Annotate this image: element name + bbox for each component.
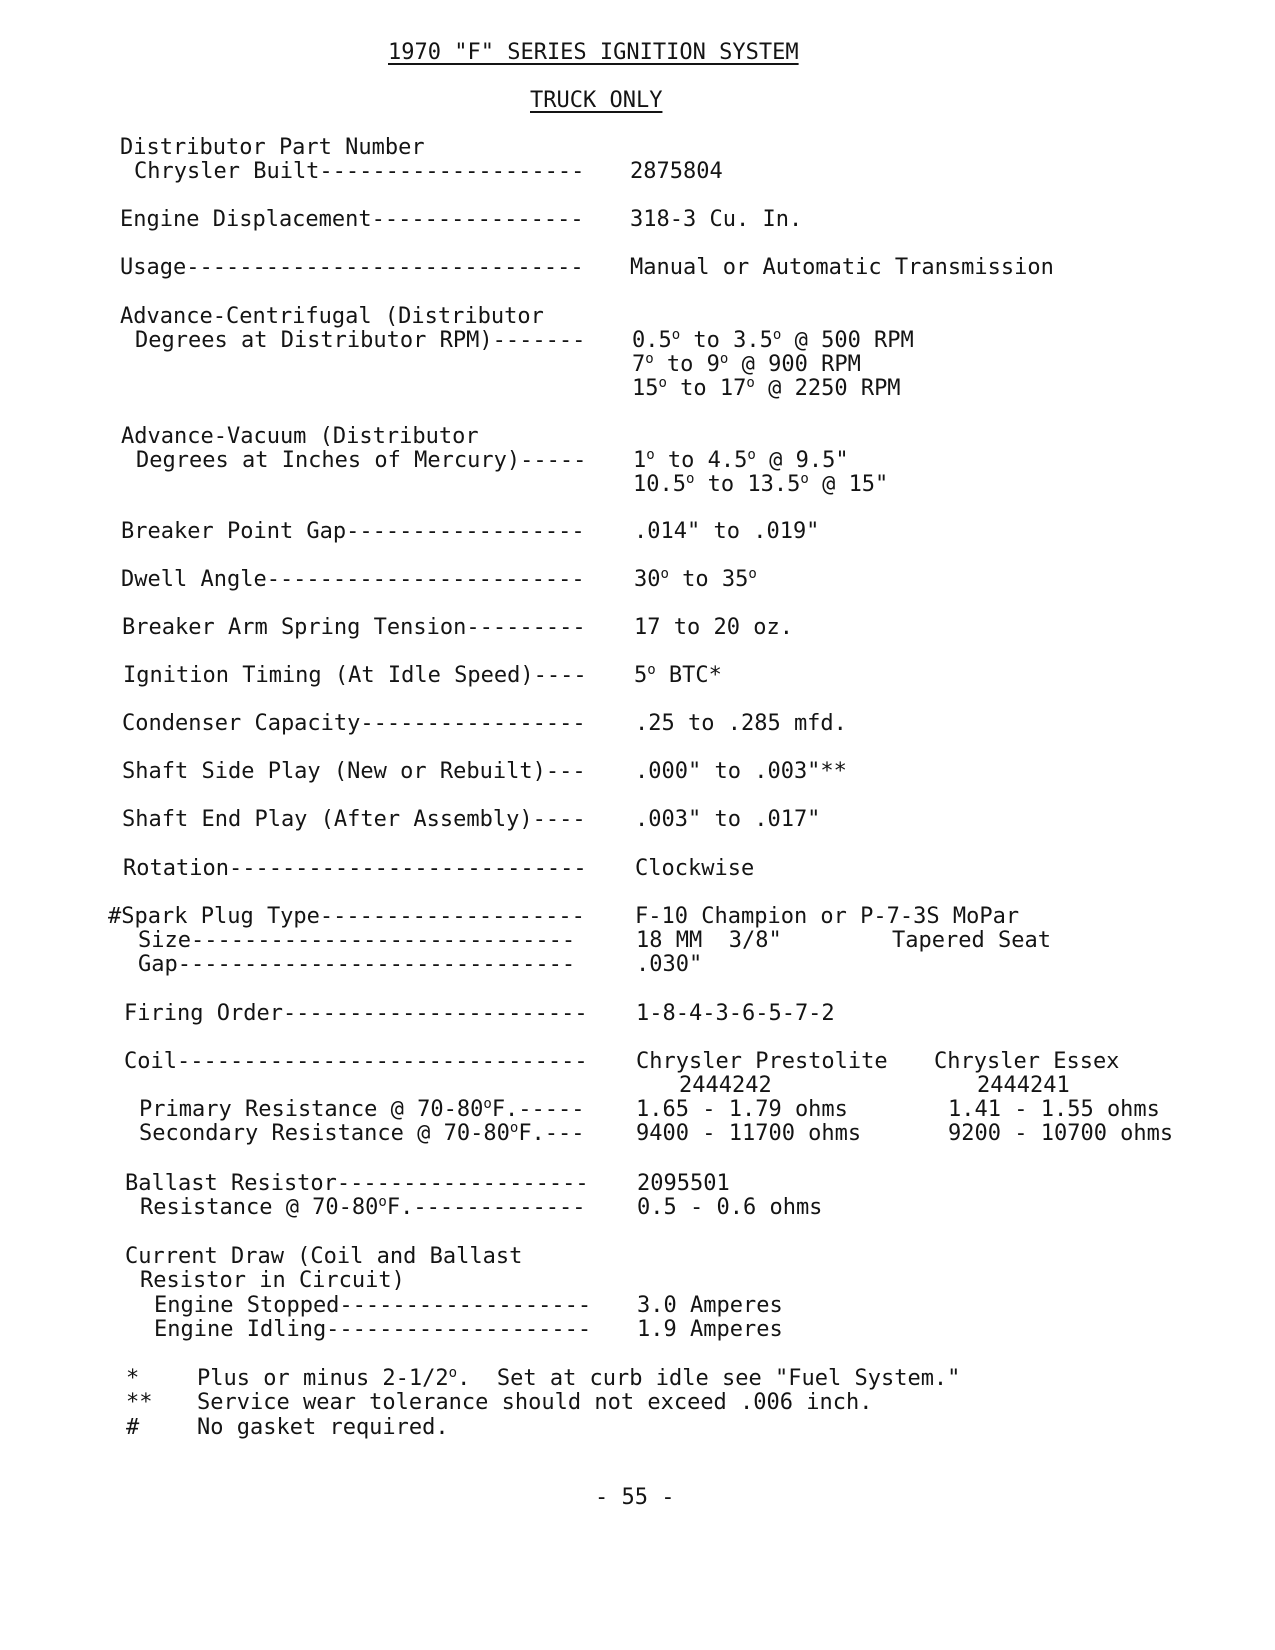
shaft-side-play-label: Shaft Side Play (New or Rebuilt)--- — [122, 759, 586, 784]
shaft-end-play-value: .003" to .017" — [635, 807, 821, 832]
footnote-text-1: Plus or minus 2-1/2$^o$. Set at curb idle see "Fuel System." — [197, 1365, 961, 1391]
ignition-timing-value: 5$^o$ BTC* — [634, 662, 722, 688]
primary-resistance-label: Primary Resistance @ 70-80$^o$F.----- — [139, 1096, 585, 1122]
advance-centrifugal-label: Advance-Centrifugal (Distributor — [120, 304, 544, 329]
condenser-value: .25 to .285 mfd. — [635, 711, 847, 736]
primary-resistance-prestolite: 1.65 - 1.79 ohms — [636, 1097, 848, 1122]
spark-plug-size-label: Size----------------------------- — [138, 928, 576, 953]
footnote-text-2: Service wear tolerance should not exceed .006 inch. — [197, 1390, 873, 1415]
dwell-angle-label: Dwell Angle------------------------ — [121, 567, 585, 592]
coil-prestolite-part: 2444242 — [679, 1073, 772, 1098]
spark-plug-seat: Tapered Seat — [892, 928, 1051, 953]
engine-displacement-value: 318-3 Cu. In. — [630, 207, 803, 232]
footnote-mark-1: * — [126, 1366, 140, 1391]
breaker-arm-value: 17 to 20 oz. — [634, 615, 793, 640]
spark-plug-value: F-10 Champion or P-7-3S MoPar — [635, 904, 1020, 929]
advance-centrifugal-value-3: 15$^o$ to 17$^o$ @ 2250 RPM — [632, 375, 901, 401]
secondary-resistance-prestolite: 9400 - 11700 ohms — [636, 1121, 862, 1146]
usage-value: Manual or Automatic Transmission — [630, 255, 1054, 280]
shaft-end-play-label: Shaft End Play (After Assembly)---- — [122, 807, 586, 832]
dwell-angle-value: 30$^o$ to 35$^o$ — [634, 566, 757, 592]
ballast-resistor-value: 2095501 — [637, 1171, 730, 1196]
footnote-text-3: No gasket required. — [197, 1415, 449, 1440]
current-draw-label-cont: Resistor in Circuit) — [140, 1268, 405, 1293]
engine-idling-value: 1.9 Amperes — [637, 1317, 783, 1342]
primary-resistance-essex: 1.41 - 1.55 ohms — [948, 1097, 1160, 1122]
advance-centrifugal-value-2: 7$^o$ to 9$^o$ @ 900 RPM — [632, 351, 861, 377]
ballast-resistance-label: Resistance @ 70-80$^o$F.------------- — [140, 1194, 586, 1220]
page-number: - 55 - — [595, 1485, 675, 1510]
advance-vacuum-value-2: 10.5$^o$ to 13.5$^o$ @ 15" — [633, 471, 889, 497]
breaker-point-gap-label: Breaker Point Gap------------------ — [121, 519, 585, 544]
page-title: 1970 "F" SERIES IGNITION SYSTEM — [388, 40, 799, 65]
advance-centrifugal-value-1: 0.5$^o$ to 3.5$^o$ @ 500 RPM — [632, 327, 914, 353]
advance-vacuum-value-1: 1$^o$ to 4.5$^o$ @ 9.5" — [633, 447, 849, 473]
distributor-part-value: 2875804 — [630, 159, 723, 184]
coil-essex-name: Chrysler Essex — [934, 1049, 1120, 1074]
spark-plug-gap-label: Gap------------------------------ — [138, 952, 576, 977]
engine-displacement-label: Engine Displacement---------------- — [120, 207, 584, 232]
advance-centrifugal-label-cont: Degrees at Distributor RPM)------- — [135, 328, 586, 353]
coil-essex-part: 2444241 — [977, 1073, 1070, 1098]
ballast-resistance-value: 0.5 - 0.6 ohms — [637, 1195, 823, 1220]
secondary-resistance-label: Secondary Resistance @ 70-80$^o$F.--- — [139, 1120, 585, 1146]
advance-vacuum-label-cont: Degrees at Inches of Mercury)----- — [136, 448, 587, 473]
firing-order-value: 1-8-4-3-6-5-7-2 — [636, 1001, 835, 1026]
coil-prestolite-name: Chrysler Prestolite — [636, 1049, 888, 1074]
breaker-arm-label: Breaker Arm Spring Tension--------- — [122, 615, 586, 640]
firing-order-label: Firing Order----------------------- — [124, 1001, 588, 1026]
page-subtitle: TRUCK ONLY — [530, 88, 663, 113]
engine-stopped-value: 3.0 Amperes — [637, 1293, 783, 1318]
distributor-part-label-cont: Chrysler Built-------------------- — [134, 159, 585, 184]
engine-stopped-label: Engine Stopped------------------- — [154, 1293, 592, 1318]
footnote-mark-2: ** — [126, 1390, 153, 1415]
spark-plug-size-value: 18 MM 3/8" — [636, 928, 782, 953]
ballast-resistor-label: Ballast Resistor------------------- — [125, 1171, 589, 1196]
breaker-point-gap-value: .014" to .019" — [634, 519, 820, 544]
advance-vacuum-label: Advance-Vacuum (Distributor — [121, 424, 479, 449]
rotation-label: Rotation--------------------------- — [123, 856, 587, 881]
footnote-mark-3: # — [126, 1415, 140, 1440]
coil-label: Coil------------------------------- — [124, 1049, 588, 1074]
secondary-resistance-essex: 9200 - 10700 ohms — [948, 1121, 1174, 1146]
shaft-side-play-value: .000" to .003"** — [635, 759, 847, 784]
condenser-label: Condenser Capacity----------------- — [122, 711, 586, 736]
distributor-part-label: Distributor Part Number — [120, 135, 425, 160]
usage-label: Usage------------------------------ — [120, 255, 584, 280]
spark-plug-gap-value: .030" — [636, 952, 703, 977]
engine-idling-label: Engine Idling-------------------- — [154, 1317, 592, 1342]
spark-plug-label: #Spark Plug Type-------------------- — [108, 904, 585, 929]
current-draw-label: Current Draw (Coil and Ballast — [125, 1244, 523, 1269]
rotation-value: Clockwise — [635, 856, 755, 881]
ignition-timing-label: Ignition Timing (At Idle Speed)---- — [123, 663, 587, 688]
